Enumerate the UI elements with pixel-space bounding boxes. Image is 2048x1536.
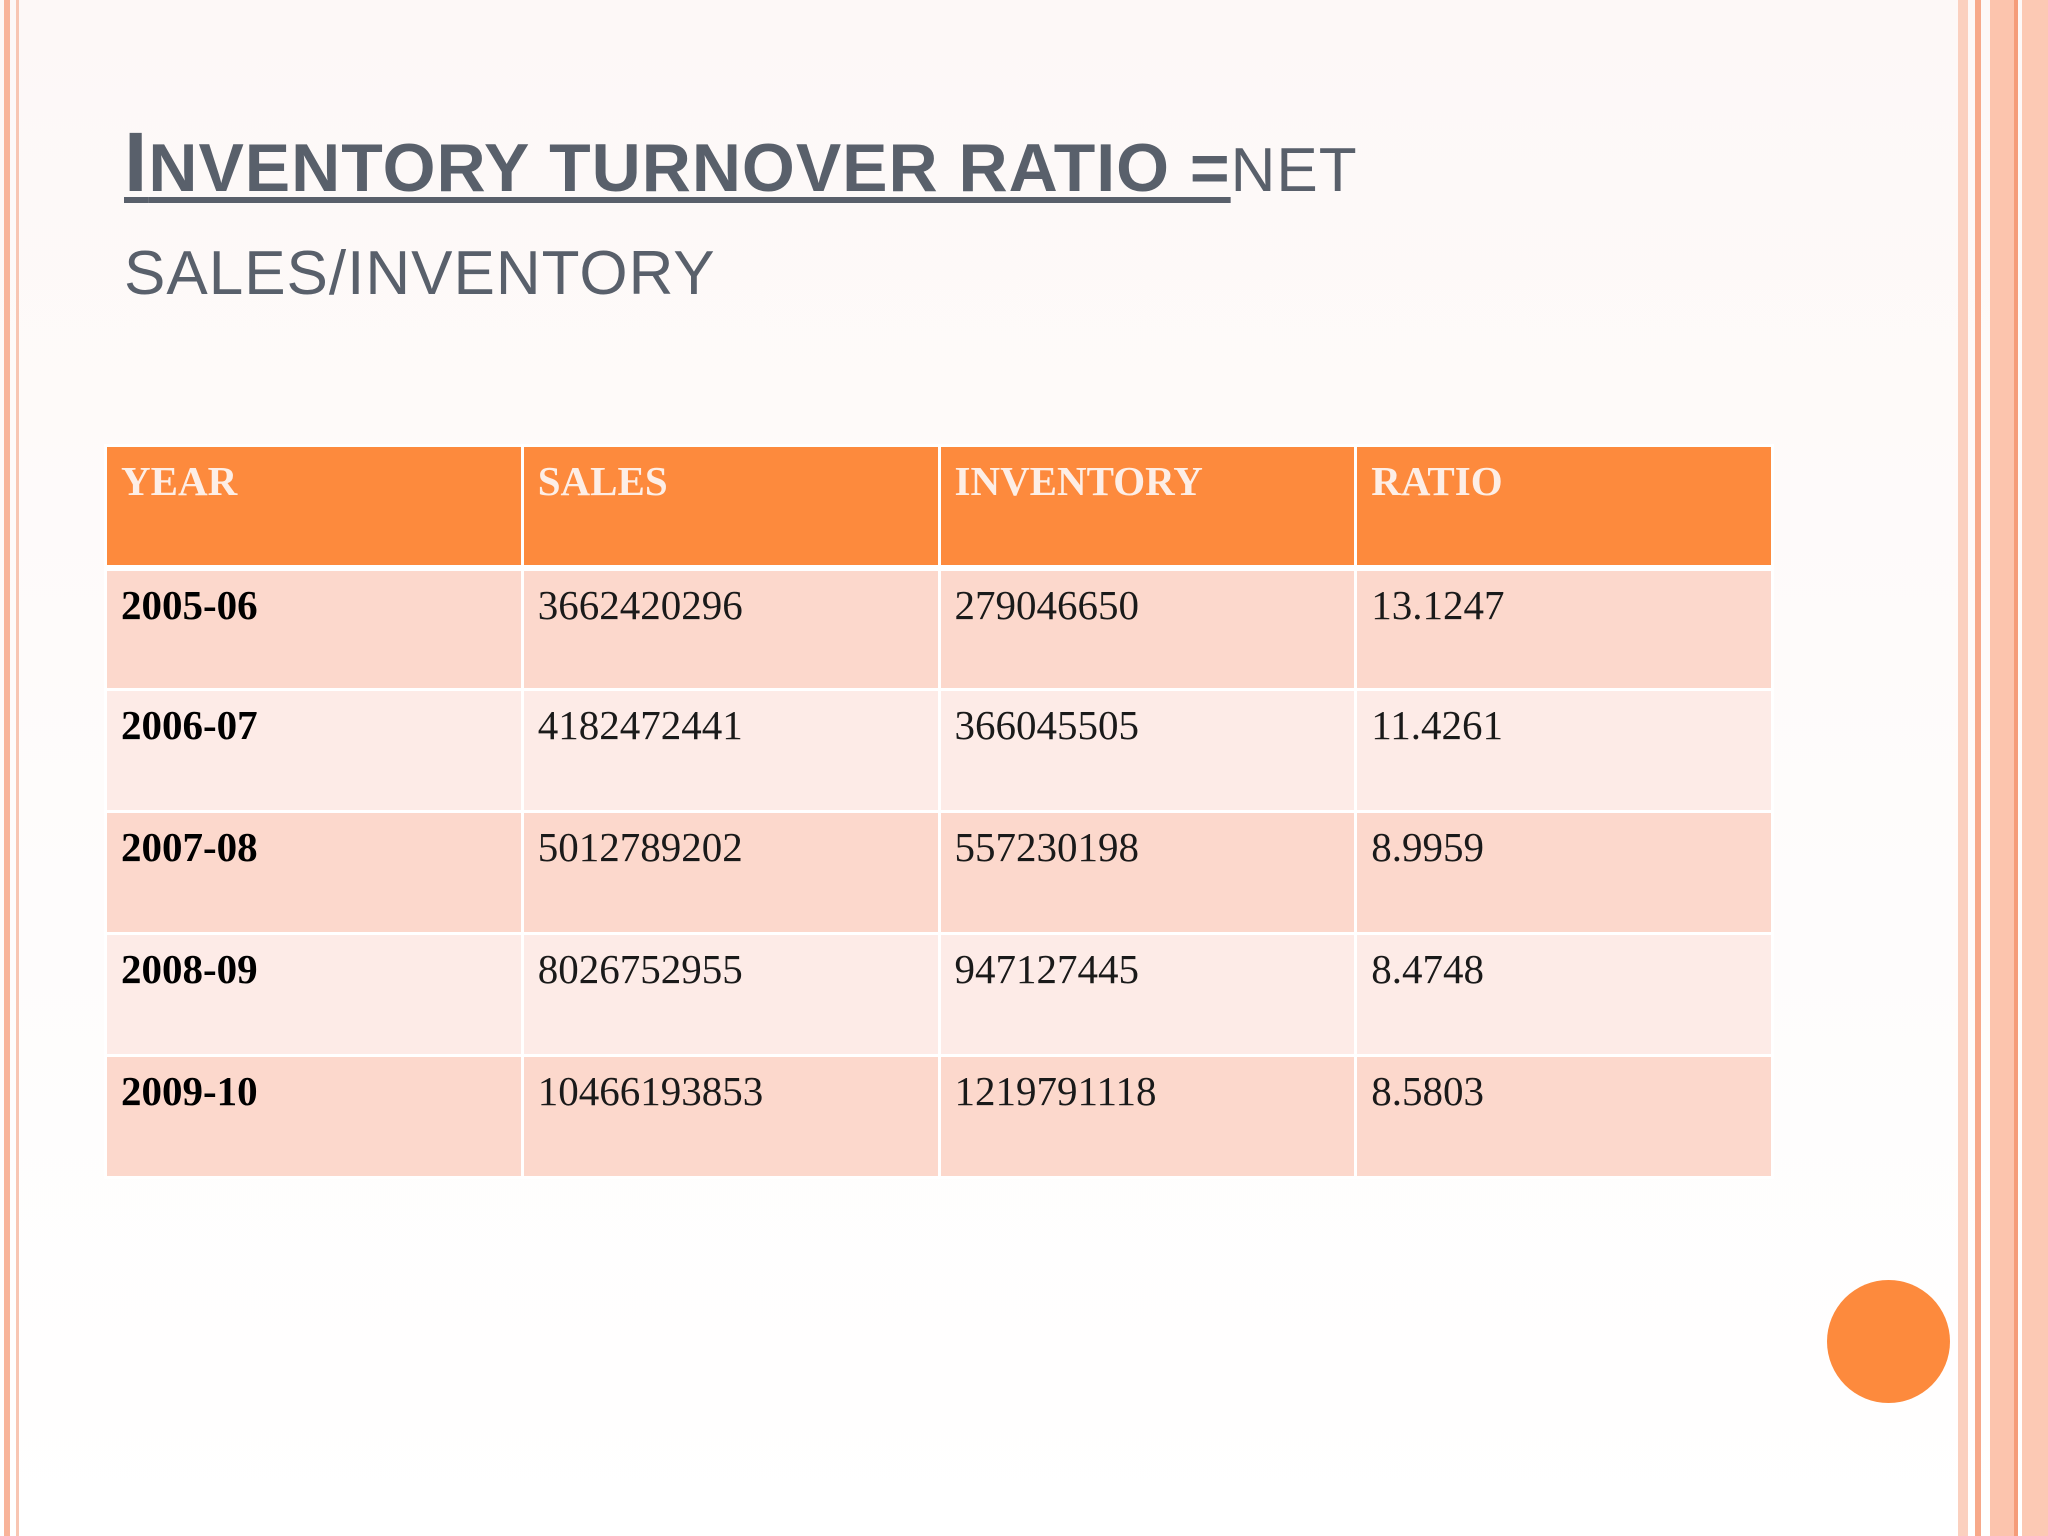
title-net-text: NET — [1230, 136, 1358, 205]
cell-inventory: 557230198 — [939, 812, 1356, 934]
table-row — [106, 690, 1773, 812]
cell-sales: 5012789202 — [522, 812, 939, 934]
right-border-stripe — [1958, 0, 1968, 1536]
accent-circle-decoration — [1827, 1280, 1950, 1403]
cell-sales: 8026752955 — [522, 934, 939, 1056]
cell-inventory: 366045505 — [939, 690, 1356, 812]
cell-year: 2005-06 — [106, 568, 523, 690]
inventory-ratio-table — [104, 444, 1774, 1179]
slide-title — [124, 112, 1424, 324]
table-row — [106, 934, 1773, 1056]
header-inventory: INVENTORY — [939, 446, 1356, 568]
header-year: YEAR — [106, 446, 523, 568]
cell-ratio: 11.4261 — [1356, 690, 1773, 812]
cell-inventory: 1219791118 — [939, 1056, 1356, 1178]
title-first-letter: I — [124, 115, 149, 209]
table-row — [106, 812, 1773, 934]
right-border-stripe — [2022, 0, 2048, 1536]
cell-year: 2009-10 — [106, 1056, 523, 1178]
table-row — [106, 1056, 1773, 1178]
cell-ratio: 8.5803 — [1356, 1056, 1773, 1178]
cell-sales: 4182472441 — [522, 690, 939, 812]
cell-inventory: 279046650 — [939, 568, 1356, 690]
title-formula-label — [124, 115, 1231, 209]
left-border-line-thin — [16, 0, 19, 1536]
right-border-stripe — [2014, 0, 2018, 1536]
title-line2: SALES/INVENTORY — [124, 239, 716, 308]
header-ratio: RATIO — [1356, 446, 1773, 568]
table-row — [106, 568, 1773, 690]
left-border-line — [4, 0, 10, 1536]
header-sales: SALES — [522, 446, 939, 568]
cell-sales: 3662420296 — [522, 568, 939, 690]
cell-sales: 10466193853 — [522, 1056, 939, 1178]
cell-year: 2008-09 — [106, 934, 523, 1056]
cell-inventory: 947127445 — [939, 934, 1356, 1056]
cell-ratio: 8.9959 — [1356, 812, 1773, 934]
cell-ratio: 13.1247 — [1356, 568, 1773, 690]
cell-ratio: 8.4748 — [1356, 934, 1773, 1056]
cell-year: 2007-08 — [106, 812, 523, 934]
right-border-stripe — [1990, 0, 2014, 1536]
title-bold-text: NVENTORY TURNOVER RATIO = — [148, 130, 1231, 206]
right-border-stripe — [1975, 0, 1981, 1536]
cell-year: 2006-07 — [106, 690, 523, 812]
table-header-row — [106, 446, 1773, 568]
